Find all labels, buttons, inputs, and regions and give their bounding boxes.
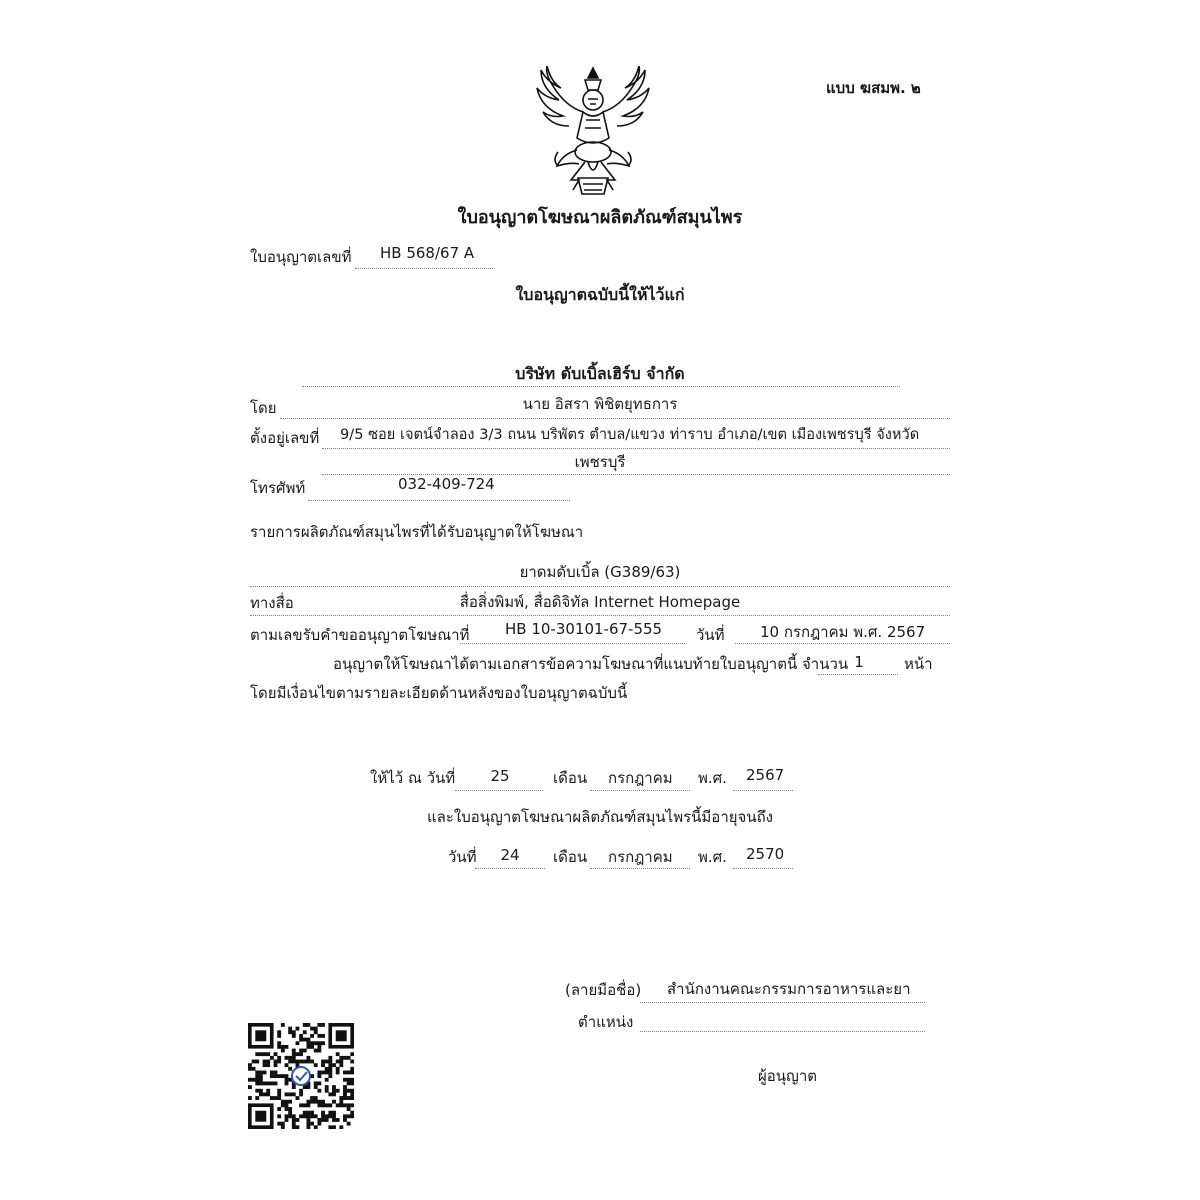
issued-to-heading: ใบอนุญาตฉบับนี้ให้ไว้แก่ (515, 285, 685, 304)
position-label: ตำแหน่ง (578, 1013, 634, 1031)
signature-line (640, 1002, 925, 1003)
phone-value: 032-409-724 (398, 475, 495, 493)
media-label: ทางสื่อ (250, 594, 294, 612)
given-month-label: เดือน (553, 769, 588, 787)
by-line (280, 418, 950, 419)
given-year-label: พ.ศ. (698, 769, 727, 787)
given-label: ให้ไว้ ณ วันที่ (370, 769, 456, 787)
approver-role: ผู้อนุญาต (758, 1067, 817, 1085)
phone-line (308, 500, 570, 501)
license-no-line (355, 268, 493, 269)
request-value: HB 10-30101-67-555 (505, 620, 663, 638)
given-day-line (455, 790, 543, 791)
products-heading: รายการผลิตภัณฑ์สมุนไพรที่ได้รับอนุญาตให้โฆษณา (250, 523, 584, 541)
request-date-value: 10 กรกฎาคม พ.ศ. 2567 (760, 623, 926, 641)
signature-value: สำนักงานคณะกรรมการอาหารและยา (667, 980, 911, 998)
given-month-line (590, 790, 690, 791)
given-day: 25 (490, 767, 510, 785)
form-code: แบบ ฆสมพ. ๒ (826, 79, 921, 97)
expiry-label: วันที่ (448, 848, 477, 866)
address-line2: เพชรบุรี (574, 453, 626, 471)
permission-line2: โดยมีเงื่อนไขตามรายละเอียดด้านหลังของใบอนุญาตฉบับนี้ (250, 684, 628, 702)
by-label: โดย (250, 399, 277, 417)
signature-label: (ลายมือชื่อ) (565, 981, 642, 999)
product-line (250, 586, 950, 587)
phone-label: โทรศัพท์ (250, 479, 306, 497)
address-label: ตั้งอยู่เลขที่ (250, 429, 320, 447)
address-line1-rule (322, 448, 950, 449)
request-label: ตามเลขรับคำขออนุญาตโฆษณาที่ (250, 626, 470, 644)
expiry-day: 24 (500, 846, 520, 864)
qr-code-icon[interactable] (248, 1023, 354, 1129)
media-value: สื่อสิ่งพิมพ์, สื่อดิจิทัล Internet Homepage (459, 593, 741, 611)
position-line (640, 1031, 925, 1032)
expiry-year: 2570 (746, 845, 785, 863)
given-month: กรกฎาคม (608, 769, 673, 787)
given-year: 2567 (746, 766, 785, 784)
expiry-month: กรกฎาคม (608, 848, 673, 866)
document-title: ใบอนุญาตโฆษณาผลิตภัณฑ์สมุนไพร (457, 207, 743, 228)
permission-count: 1 (854, 653, 864, 671)
request-date-label: วันที่ (696, 626, 725, 644)
permission-unit: หน้า (904, 655, 933, 673)
permission-count-line (818, 674, 898, 675)
expiry-month-line (590, 868, 690, 869)
expiry-year-label: พ.ศ. (698, 848, 727, 866)
company-name-line (302, 386, 900, 387)
permission-text: อนุญาตให้โฆษณาได้ตามเอกสารข้อความโฆษณาที่แนบท้ายใบอนุญาตนี้ จำนวน (333, 655, 849, 673)
media-line (250, 615, 950, 616)
license-no-value: HB 568/67 A (380, 244, 475, 262)
request-date-line (735, 643, 950, 644)
request-value-line (460, 643, 685, 644)
garuda-emblem-icon (530, 66, 656, 200)
expiry-day-line (475, 868, 545, 869)
expiry-year-line (733, 868, 793, 869)
by-value: นาย อิสรา พิชิตยุทธการ (522, 395, 678, 413)
given-year-line (733, 790, 793, 791)
validity-text: และใบอนุญาตโฆษณาผลิตภัณฑ์สมุนไพรนี้มีอายุจนถึง (427, 808, 773, 826)
company-name: บริษัท ดับเบิ้ลเฮิร์บ จำกัด (515, 364, 685, 383)
product-name: ยาดมดับเบิ้ล (G389/63) (519, 563, 681, 581)
license-no-label: ใบอนุญาตเลขที่ (250, 248, 352, 266)
address-line1: 9/5 ซอย เจตน์จำลอง 3/3 ถนน บริพัตร ตำบล/แขวง ท่าราบ อำเภอ/เขต เมืองเพชรบุรี จังหวัด (340, 426, 920, 443)
expiry-month-label: เดือน (553, 848, 588, 866)
